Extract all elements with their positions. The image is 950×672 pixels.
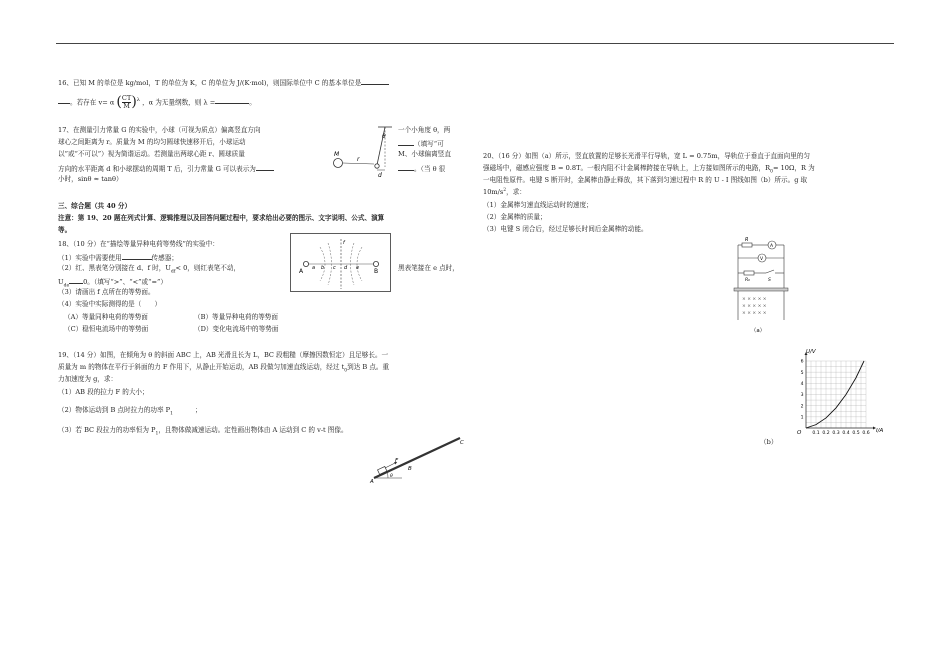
q17-label-M: M <box>334 151 340 158</box>
q18-label-a: a <box>312 265 316 271</box>
q17-line1: 17、在测量引力常量 G 的实验中，小球（可视为质点）偏离竖直方向 <box>58 126 261 134</box>
q17-blank1[interactable] <box>398 139 414 146</box>
chart-x-tick-label: 0.6 <box>862 431 870 436</box>
svg-text:× × × × ×: × × × × × <box>742 304 767 309</box>
q19-line3: 力加速度为 g，求： <box>58 375 118 383</box>
q18-line1: 18、（10 分）在“描绘等量异种电荷等势线”的实验中： <box>58 240 219 248</box>
q20-label-S: S <box>768 278 771 283</box>
q18-line5: （3）请画出 f 点所在的等势面。 <box>58 288 155 296</box>
q16-line1 <box>58 78 389 87</box>
q16-fraction <box>122 95 131 110</box>
q17-line1-right: 一个小角度 θ，两 <box>398 126 451 134</box>
chart-x-tick-label: 0.2 <box>822 431 830 436</box>
q17-line2 <box>58 139 246 146</box>
chart-y-tick-label: 3 <box>800 393 804 399</box>
q18-text4: U <box>58 278 64 286</box>
q17-r-line <box>343 163 374 164</box>
q20-text4b: ，求： <box>506 188 526 197</box>
q20-ui-chart <box>792 344 886 448</box>
q18-sub-df: df <box>170 269 176 275</box>
q18-label-b: b <box>321 265 325 271</box>
q19-line2 <box>58 364 389 374</box>
q20-text2: 强磁场中，磁感应强度 B = 0.8T。一根内阻不计金属棒跨接在导轨上，上方接如图所示的电路，R <box>483 164 771 172</box>
q16-blank2[interactable] <box>215 97 249 104</box>
q18-label-B: B <box>374 268 379 275</box>
q16-blank1-cont[interactable] <box>58 97 70 104</box>
q18-label-A: A <box>299 268 304 275</box>
q18-line3-right: 黑表笔接在 e 点时， <box>398 264 459 272</box>
chart-xlabel: I/A <box>876 428 884 434</box>
q19-sub-p1: 1 <box>170 411 173 417</box>
chart-y-tick-label: 1 <box>800 415 804 421</box>
q19-incline <box>374 438 460 478</box>
q17-small-ball <box>375 164 379 168</box>
q18-line6: （4）实验中实际测得的是（ ） <box>58 300 162 308</box>
q19-text5b: ； <box>194 406 202 414</box>
q19-sub-p1b: 1 <box>155 431 159 437</box>
svg-text:× × × × ×: × × × × × <box>742 297 767 302</box>
q17-line3: 以”或“不可以”）视为简谐运动。若测量出两球心距 r、圆球质量 <box>58 150 245 158</box>
q20-label-R0: R₀ <box>745 278 750 283</box>
q17-line4 <box>58 164 274 173</box>
q19-line6 <box>58 427 348 437</box>
q20-line7: （3）电键 S 闭合后，经过足够长时间后金属棒的动能。 <box>483 225 648 233</box>
q19-label-B: B <box>408 466 412 472</box>
q20-resistor-r <box>742 243 752 247</box>
q20-line6: （2）金属棒的质量； <box>483 213 547 221</box>
q18-line3 <box>58 265 240 275</box>
q20-line1: 20、（16 分）如图（a）所示，竖直放置的足够长光滑平行导轨，宽 L = 0.75m，导轨位于垂直于直面向里的匀 <box>483 152 810 160</box>
q20-line2 <box>483 165 815 175</box>
q16-blank1[interactable] <box>361 78 389 85</box>
q19-line4: （1）AB 段的拉力 F 的大小； <box>58 388 149 396</box>
q20-label-A: A <box>770 244 774 249</box>
q18-blank2[interactable] <box>69 277 83 284</box>
q19-line1: 19、（14 分）如图，在倾角为 θ 的斜面 ABC 上，AB 光滑且长为 L，BC 段粗糙（摩擦因数恒定）且足够长。一 <box>58 351 389 359</box>
q20-sup-2: 2 <box>503 188 507 193</box>
q16-frac-den: M <box>123 101 130 110</box>
q17-line4-right <box>398 164 445 173</box>
q18-text3: （2）红、黑表笔分别接在 d、f 时，U <box>58 264 171 272</box>
q18-blank1[interactable] <box>122 253 152 260</box>
q20-label-R: R <box>745 237 749 243</box>
header-rule <box>56 43 894 44</box>
chart-axes <box>805 352 877 430</box>
q17-blank2[interactable] <box>256 164 274 171</box>
q18-option-b[interactable]: （B）等量异种电荷的等势面 <box>194 313 278 321</box>
q19-angle-arc <box>387 472 388 478</box>
svg-text:× × × × ×: × × × × × <box>742 311 767 316</box>
q20-sub-r0: 0 <box>770 169 773 175</box>
q20-text2b: = 10Ω，R 为 <box>772 164 815 172</box>
chart-y-tick-label: 4 <box>800 381 804 387</box>
section3-title: 三、综合题（共 40 分） <box>58 202 132 210</box>
chart-y-tick-label: 6 <box>800 359 804 365</box>
q19-text5: （2）物体运动到 B 点时拉力的功率 P <box>58 406 171 414</box>
q16-paren-left: ( <box>116 94 122 111</box>
q20-text4: 10m/s <box>483 188 504 197</box>
q19-line5 <box>58 407 202 417</box>
q16-text2a: 。若存在 v <box>70 98 103 107</box>
q17-pendulum-figure <box>330 123 396 179</box>
q17-text4: 方向的水平距离 d 和小球摆动的周期 T 后，引力常量 G 可以表示为 <box>58 165 256 173</box>
q20-switch-s <box>766 270 774 273</box>
q18-text2b: 传感器； <box>151 254 178 262</box>
q18-option-d[interactable]: （D）变化电流场中的等势面 <box>194 325 279 333</box>
q20-line3: 一电阻性原件。电键 S 断开时，金属棒由静止释放，其下落到匀速过程中 R 的 U - I 图线如图（b）所示。g 取 <box>483 176 808 184</box>
q18-electrode-a <box>303 261 308 266</box>
q18-field-figure <box>290 233 392 293</box>
q19-label-C: C <box>460 440 464 446</box>
q18-text2: （1）实验中需要使用 <box>58 254 122 262</box>
q16-text1: 16、已知 M 的单位是 kg/mol，T 的单位为 K，C 的单位为 J/(K·mol)，则国际单位中 C 的基本单位是 <box>58 79 362 87</box>
q18-option-c[interactable]: （C）稳恒电流场中的等势面 <box>64 325 149 333</box>
q16-text2d: 。 <box>249 98 256 107</box>
q17-line3-right: M、小球偏离竖直 <box>398 150 451 158</box>
q16-text2b: = α <box>102 98 115 107</box>
q17-text2r: （填写“可 <box>414 140 444 148</box>
q20-resistor-r0 <box>744 271 754 275</box>
q20-caption-a: （a） <box>750 328 766 334</box>
q20-circuit-figure <box>728 234 800 338</box>
chart-x-tick-label: 0.5 <box>852 431 860 436</box>
q19-sub-t0: 0 <box>344 368 348 374</box>
section3-note-line1: 注意：第 19、20 题在列式计算、逻辑推理以及回答问题过程中，要求给出必要的图示、文字说明、公式、演算 <box>58 214 385 222</box>
q16-exponent: λ <box>136 97 140 104</box>
q19-label-A: A <box>370 479 374 484</box>
q18-label-f: f <box>343 240 345 246</box>
chart-x-tick-label: 0.3 <box>832 431 840 436</box>
q20-metal-rod <box>734 288 788 291</box>
q19-text2: 质量为 m 的物体在平行于斜面的力 F 作用下，从静止开始运动，AB 段做匀加速直线运动，经过 t <box>58 363 345 371</box>
chart-ylabel: U/V <box>806 349 816 355</box>
q18-electrode-b <box>373 261 378 266</box>
q17-line2-right <box>398 139 444 148</box>
q20-line5: （1）金属棒匀速直线运动时的速度； <box>483 201 593 209</box>
q17-label-d: d <box>378 172 382 179</box>
q18-label-e: e <box>356 265 360 271</box>
q18-option-a[interactable]: （A）等量同种电荷的等势面 <box>64 313 148 321</box>
q17-text2: 球心之间距离为 r。质量为 M 的均匀圆球快速移开后，小球运动 <box>58 138 246 146</box>
q20-magnetic-field <box>742 296 767 316</box>
q16-line2 <box>58 95 256 110</box>
q18-line2 <box>58 253 178 262</box>
chart-y-tick-label: 2 <box>800 404 804 410</box>
chart-y-tick-label: 5 <box>800 370 804 376</box>
q17-line5: 小时，sinθ ≈ tanθ） <box>58 175 123 183</box>
q18-label-d: d <box>344 265 348 271</box>
q18-text3b: < 0，则红表笔不动， <box>175 264 241 272</box>
q17-label-theta: θ <box>382 133 386 140</box>
chart-grid <box>806 361 866 428</box>
q20-caption-b: （b） <box>760 438 778 446</box>
q17-blank2-cont[interactable] <box>398 164 414 171</box>
q19-label-theta: θ <box>390 474 393 479</box>
q20-label-V: V <box>760 257 764 262</box>
q16-paren-right: ) <box>131 94 137 111</box>
q19-incline-figure <box>368 432 472 484</box>
q19-text6b: ，且物体做减速运动。定性画出物体由 A 运动到 C 的 v-t 图像。 <box>158 426 348 434</box>
chart-x-tick-label: 0.1 <box>812 431 820 436</box>
q18-label-c: c <box>333 265 336 271</box>
section3-note-line2: 等。 <box>58 226 72 234</box>
q19-label-F: F <box>395 458 399 464</box>
chart-x-tick-label: 0.4 <box>842 431 850 436</box>
q18-text4b: 0。（填写“>”、“<”或“=”） <box>83 278 167 286</box>
q17-large-ball <box>334 159 343 168</box>
q19-text2b: 到达 B 点。重 <box>347 363 390 371</box>
q19-text6: （3）若 BC 段拉力的功率恒为 P <box>58 426 156 434</box>
q17-text4r: 。（当 θ 很 <box>414 165 446 173</box>
q18-sub-de: de <box>63 283 70 289</box>
q16-frac-num: CT <box>121 94 132 102</box>
q17-label-r: r <box>357 156 360 163</box>
q16-text2c: ，α 为无量纲数，则 λ = <box>142 98 216 107</box>
chart-origin-label: O <box>797 430 802 436</box>
q20-line4 <box>483 189 526 196</box>
